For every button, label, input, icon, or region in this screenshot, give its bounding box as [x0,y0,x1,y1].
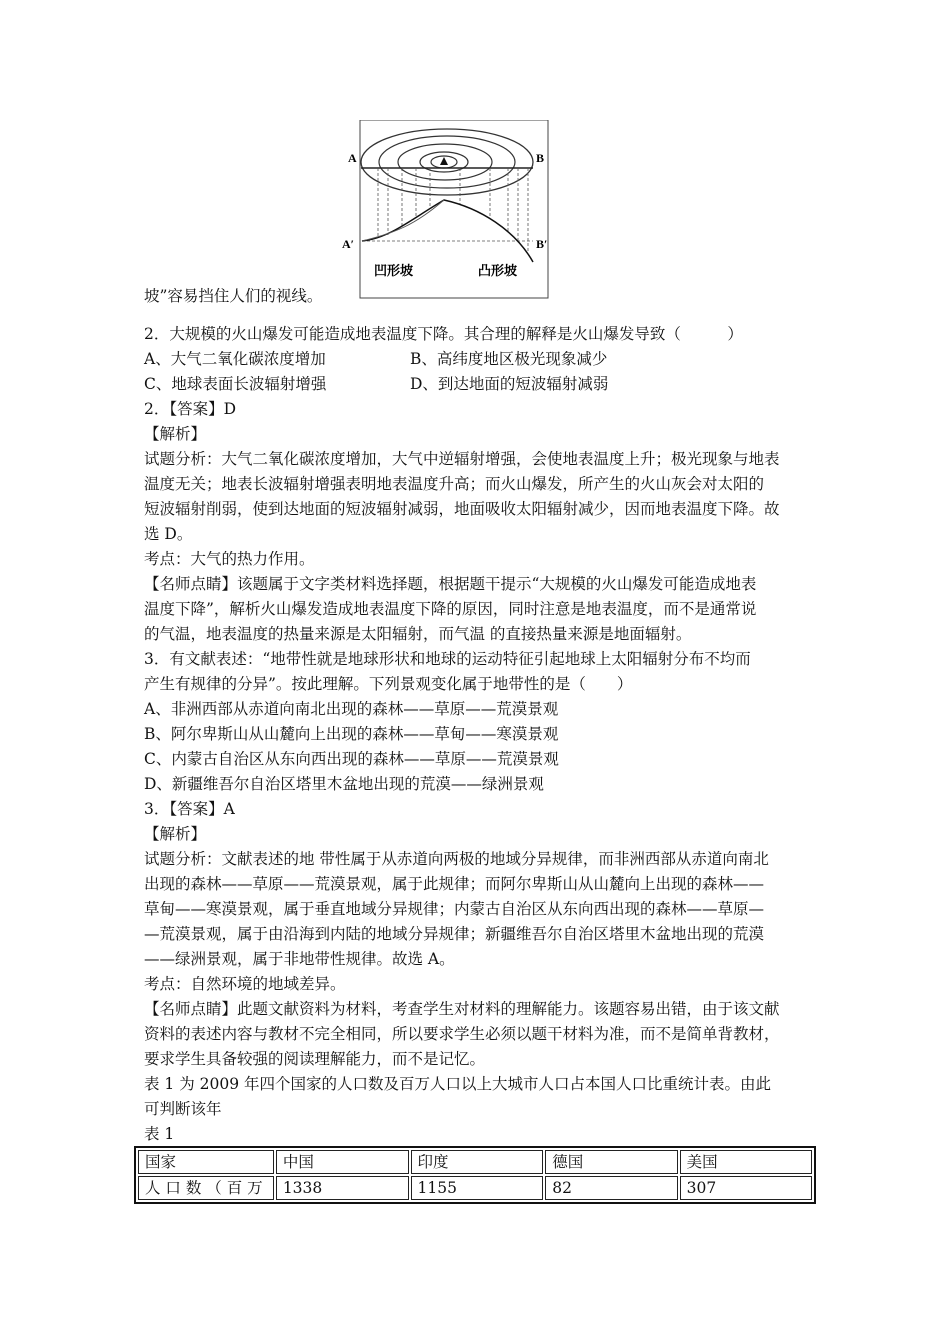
table-cell: 中国 [276,1150,409,1174]
topic-line: 考点：大气的热力作用。 [144,550,315,568]
tip-line: 温度下降”，解析火山爆发造成地表温度下降的原因，同时注意是地表温度，而不是通常说 [144,600,757,618]
option-d: D、到达地面的短波辐射减弱 [410,375,609,393]
table-cell: 307 [680,1176,812,1200]
tip-line: 要求学生具备较强的阅读理解能力，而不是记忆。 [144,1050,486,1068]
contour-diagram [340,120,550,300]
question-3-stem: 3．有文献表述：“地带性就是地球形状和地球的运动特征引起地球上太阳辐射分布不均而 [144,650,751,668]
table-cell: 人 口 数 （ 百 万 [138,1176,274,1200]
option-b: B、高纬度地区极光现象减少 [410,350,608,368]
analysis-line: 温度无关；地表长波辐射增强表明地表温度升高；而火山爆发，所产生的火山灰会对太阳的 [144,475,765,493]
option-a: A、非洲西部从赤道向南北出现的森林——草原——荒漠景观 [144,700,559,718]
analysis-line: 试题分析：文献表述的地 带性属于从赤道向两极的地域分异规律，而非洲西部从赤道向南北 [144,850,769,868]
table-row [138,1176,812,1200]
label-a-prime: A′ [342,237,355,251]
option-c: C、地球表面长波辐射增强 [144,375,327,393]
table-cell: 1155 [411,1176,544,1200]
analysis-line: 短波辐射削弱，使到达地面的短波辐射减弱，地面吸收太阳辐射减少，因而地表温度下降。故 [144,500,780,518]
answer-2: 2．【答案】D [144,400,237,418]
option-a: A、大气二氧化碳浓度增加 [144,350,326,368]
analysis-line: —荒漠景观，属于由沿海到内陆的地域分异规律；新疆维吾尔自治区塔里木盆地出现的荒漠 [144,925,765,943]
label-concave: 凹形坡 [374,264,414,279]
question-3-stem: 产生有规律的分异”。按此理解。下列景观变化属于地带性的是（ ） [144,675,633,693]
tip-line: 资料的表述内容与教材不完全相同，所以要求学生必须以题干材料为准，而不是简单背教材， [144,1025,780,1043]
table-cell: 德国 [545,1150,677,1174]
table-cell: 82 [545,1176,677,1200]
option-b: B、阿尔卑斯山从山麓向上出现的森林——草甸——寒漠景观 [144,725,559,743]
population-table [134,1146,816,1204]
label-convex: 凸形坡 [478,264,518,279]
topic-line: 考点：自然环境的地域差异。 [144,975,346,993]
table-caption: 表 1 [144,1125,175,1143]
table-cell: 1338 [276,1176,409,1200]
table-cell: 印度 [411,1150,544,1174]
tip-line: 【名师点睛】此题文献资料为材料，考查学生对材料的理解能力。该题容易出错，由于该文献 [144,1000,780,1018]
table-cell: 国家 [138,1150,274,1174]
text-line: 坡”容易挡住人们的视线。 [144,287,323,305]
analysis-line: 选 D。 [144,525,193,543]
answer-3: 3．【答案】A [144,800,235,818]
tip-line: 的气温，地表温度的热量来源是太阳辐射，而气温 的直接热量来源是地面辐射。 [144,625,692,643]
analysis-heading: 【解析】 [144,825,207,843]
option-c: C、内蒙古自治区从东向西出现的森林——草原——荒漠景观 [144,750,559,768]
tip-line: 【名师点睛】该题属于文字类材料选择题，根据题干提示“大规模的火山爆发可能造成地表 [144,575,757,593]
analysis-line: 草甸——寒漠景观，属于垂直地域分异规律；内蒙古自治区从东向西出现的森林——草原— [144,900,765,918]
table-header-row [138,1150,812,1174]
option-d: D、新疆维吾尔自治区塔里木盆地出现的荒漠——绿洲景观 [144,775,544,793]
table-intro: 可判断该年 [144,1100,222,1118]
table-intro: 表 1 为 2009 年四个国家的人口数及百万人口以上大城市人口占本国人口比重统计表。由此 [144,1075,772,1093]
table-cell: 美国 [680,1150,812,1174]
contour-slope-figure [340,120,550,300]
label-b: B [536,151,545,165]
analysis-line: 试题分析：大气二氧化碳浓度增加，大气中逆辐射增强，会使地表温度上升；极光现象与地表 [144,450,780,468]
analysis-line: 出现的森林——草原——荒漠景观，属于此规律；而阿尔卑斯山从山麓向上出现的森林—— [144,875,765,893]
question-2-stem: 2．大规模的火山爆发可能造成地表温度下降。其合理的解释是火山爆发导致（ ） [144,325,743,343]
analysis-line: ——绿洲景观，属于非地带性规律。故选 A。 [144,950,455,968]
label-a: A [348,151,357,165]
label-b-prime: B′ [536,237,548,251]
analysis-heading: 【解析】 [144,425,207,443]
